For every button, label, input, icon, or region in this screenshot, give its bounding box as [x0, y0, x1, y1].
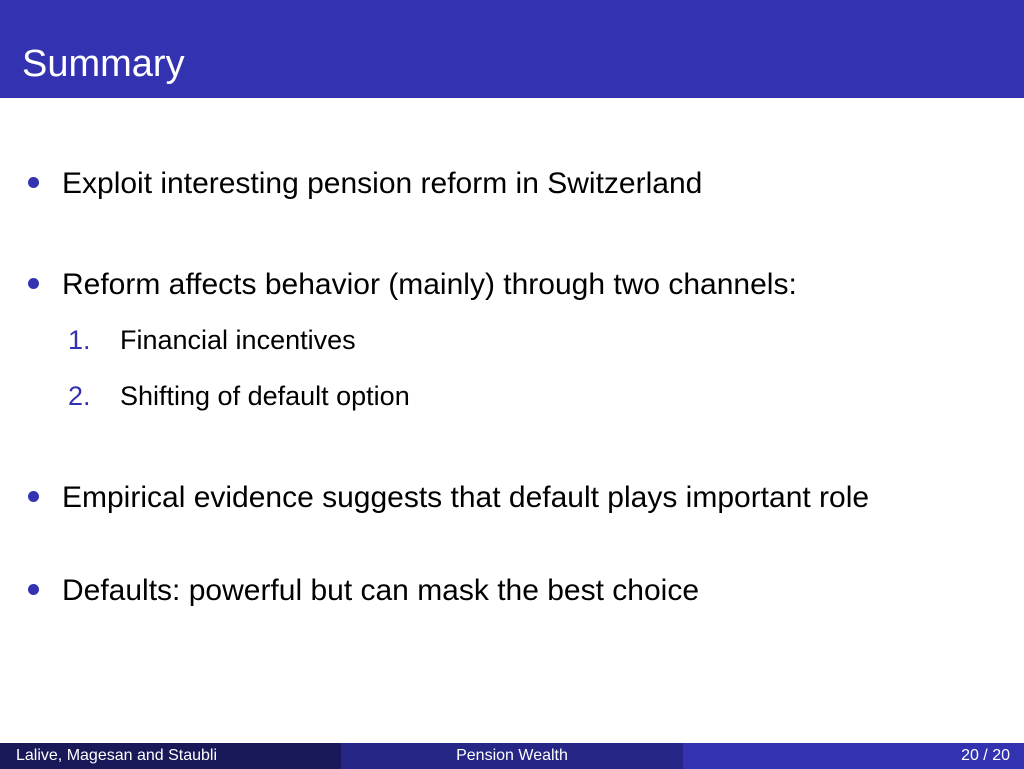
subitem-text: Financial incentives	[120, 325, 356, 355]
bullet-text: Defaults: powerful but can mask the best choice	[62, 574, 700, 607]
subitem-number: 2.	[68, 381, 91, 411]
bullet-text: Exploit interesting pension reform in Switzerland	[62, 167, 703, 200]
slide-footer	[0, 743, 1024, 769]
subitem-number: 1.	[68, 325, 91, 355]
bullet-icon	[28, 584, 39, 595]
slide-title: Summary	[22, 43, 185, 85]
slide-header	[0, 0, 1024, 98]
footer-page-number: 20 / 20	[683, 743, 1024, 769]
bullet-icon	[28, 177, 39, 188]
footer-short-title: Pension Wealth	[341, 743, 683, 769]
bullet-icon	[28, 278, 39, 289]
subitem-text: Shifting of default option	[120, 381, 410, 411]
bullet-icon	[28, 491, 39, 502]
bullet-text: Reform affects behavior (mainly) through two channels:	[62, 268, 797, 301]
bullet-text: Empirical evidence suggests that default plays important role	[62, 481, 870, 514]
footer-authors: Lalive, Magesan and Staubli	[0, 743, 341, 769]
